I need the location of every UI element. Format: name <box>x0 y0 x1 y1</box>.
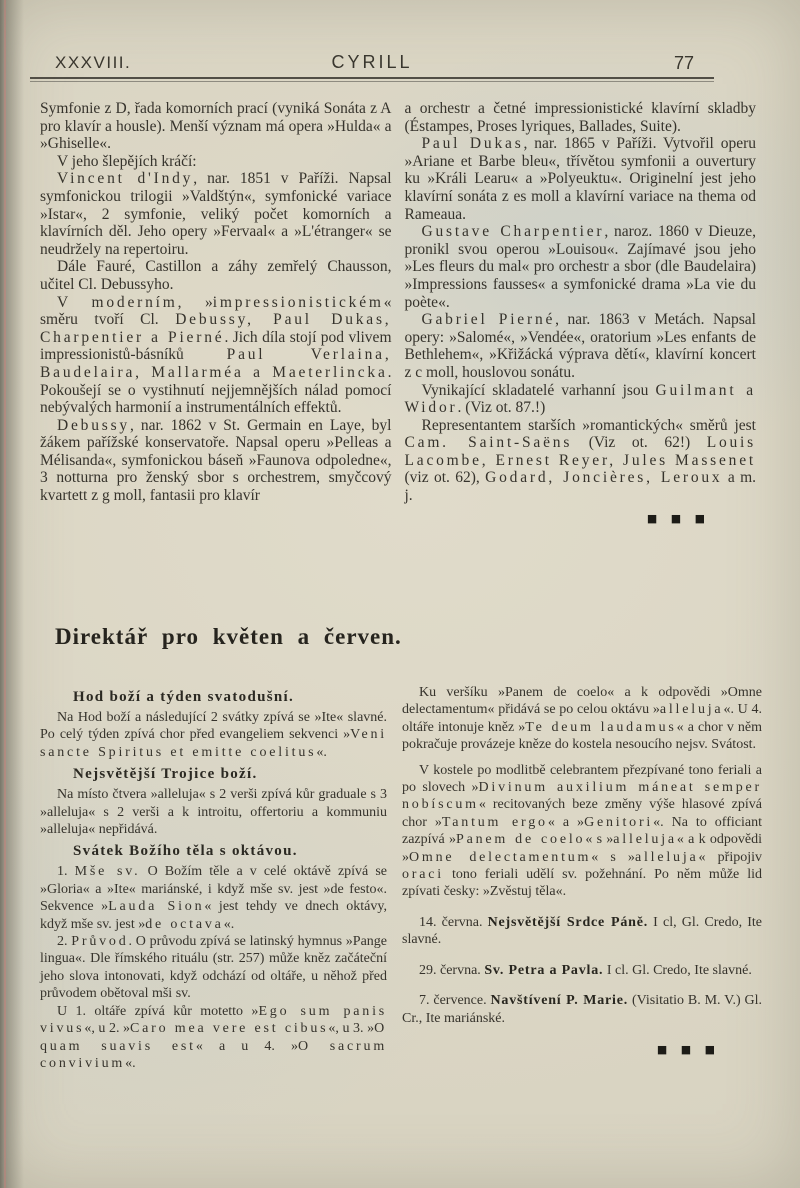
paragraph: Gabriel Pierné, nar. 1863 v Metách. Napsal opery: »Salomé«, »Vendée«, oratorium »Les enfants de Bethlehem«, »Křižácká výprava dětí«, klavírní koncert z c moll, houslovou sonátu. <box>404 311 756 381</box>
paragraph: Gustave Charpentier, naroz. 1860 v Dieuze, pronikl svou operou »Louisou«. Zajímavé jsou jeho »Les fleurs du mal« pro orchestr a sbor (dle Baudelaira) »Impressions fausses« a symfonické drama »La vie du poète«. <box>404 223 757 311</box>
article-end-squares-icon: ■ ■ ■ <box>656 1042 720 1056</box>
paragraph: 14. června. Nejsvětější Srdce Páně. I cl, Gl. Credo, Ite slavné. <box>402 914 762 948</box>
bottom-left-column <box>40 684 387 1072</box>
paragraph: 1. Mše sv. O Božím těle a v celé oktávě zpívá se »Gloria« a »Ite« mariánské, i když mše sv. jest »de festo«. Sekvence »Lauda Sion« jest tehdy ve dnech oktávy, když mše sv. jest »de octava«. <box>40 864 388 932</box>
paragraph: V jeho šlepějích kráčí: <box>57 152 197 170</box>
paragraph: V kostele po modlitbě celebrantem přezpívané tono feriali a po slovech »Divinum auxilium máneat semper nobíscum« recitovaných beze změny výše hlasové zpívá chor »Tantum ergo« a »Genitori«. Na to officiant zazpívá »Panem de coelo« s »alleluja« a k odpovědi »Omne delectamentum« s »alleluja« připojiv oraci tono feriali udělí sv. požehnání. Po něm může lid zpívati česky: »Zvěstuj těla«. <box>402 762 762 900</box>
paragraph: Paul Dukas, nar. 1865 v Paříži. Vytvořil operu »Ariane et Barbe bleu«, třívětou symfonii a ouvertury ku »Králi Learu« a »Polyeuktu«. Originelní jest jeho klavírní sonáta z es moll a klavírní variace na thema od Rameaua. <box>404 135 756 223</box>
paragraph: Ku veršíku »Panem de coelo« a k odpovědi »Omne delectamentum« přidává se po celou oktávu »alleluja«. U 4. oltáře intonuje kněz »Te deum laudamus« a chor v něm pokračuje provázeje kněze do kostela nesoucího nejsv. Svátost. <box>402 685 762 753</box>
paragraph: Vynikající skladatelé varhanní jsou Guilmant a Widor. (Viz ot. 87.!) <box>404 381 756 417</box>
subsection-heading: Hod boží a týden svatodušní. <box>73 689 295 705</box>
paragraph: U 1. oltáře zpívá kůr motetto »Ego sum panis vivus«, u 2. »Caro mea vere est cibus«, u 3. »O quam suavis est« a u 4. »O sacrum convivium«. <box>40 1003 388 1071</box>
section-end-squares-icon: ■ ■ ■ <box>646 511 710 525</box>
subsection-heading: Svátek Božího těla s oktávou. <box>73 843 298 860</box>
paragraph: a orchestr a četné impressionistické klavírní skladby (Éstampes, Proses lyriques, Ballades, Suite). <box>404 100 756 135</box>
paragraph: Vincent d'Indy, nar. 1851 v Paříži. Napsal symfonickou trilogii »Valdštýn«, symfonické variace »Istar«, 2 symfonie, veliký počet komorních a klavírních děl. Jeho opery »Fervaal« a »L'étranger« se neudržely na repertoiru. <box>40 170 392 258</box>
direktar-section <box>40 684 762 1072</box>
bottom-right-column-text <box>402 684 762 1027</box>
paragraph: Na Hod boží a následující 2 svátky zpívá se »Ite« slavné. Po celý týden zpívá chor před evangeliem sekvenci »Veni sancte Spiritus et emitte coelitus«. <box>40 710 387 760</box>
top-left-column <box>40 100 392 525</box>
paragraph: 2. Průvod. O průvodu zpívá se latinský hymnus »Pange lingua«. Dle římského rituálu (str. 257) může kněz začáteční jeho slova intonovati, když odchází od oltáře, u něhož před průvodem obětoval mši sv. <box>40 934 387 1002</box>
paragraph: Dále Fauré, Castillon a záhy zemřelý Chausson, učitel Cl. Debussyho. <box>40 258 392 293</box>
top-right-column <box>405 100 757 525</box>
page-number: 77 <box>673 53 694 73</box>
paragraph: Na místo čtvera »alleluja« s 2 verši zpívá kůr graduale s 3 »alleluja« s 2 verši a k introitu, offertoriu a kommuniu »alleluja« nepřidává. <box>40 787 387 838</box>
paragraph: Debussy, nar. 1862 v St. Germain en Laye, byl žákem pařížské konservatoře. Napsal operu »Pelleas a Mélisanda«, symfonickou báseň »Faunova odpoledne«, 3 notturna pro ženský sbor s orchestrem, smyčcový kvartett z g moll, fantasii pro klavír <box>40 416 392 505</box>
issue-number: XXXVIII. <box>55 53 132 72</box>
paragraph: V moderním, »impressionistickém« směru tvoří Cl. Debussy, Paul Dukas, Charpentier a Pierné. Jich díla stojí pod vlivem impressionistů-básníků Paul Verlaina, Baudelaira, Mallarméa a Maeterlincka. Pokoušejí se o vystihnutí nejjemnějších nálad pomocí nebývalých harmonií a instrumentálních effektů. <box>40 293 392 417</box>
section-title: Direktář pro květen a červen. <box>55 624 402 649</box>
page-header <box>30 50 714 78</box>
paragraph: 7. července. Navštívení P. Marie. (Visitatio B. M. V.) Gl. Cr., Ite mariánské. <box>402 993 762 1026</box>
top-right-column-text <box>405 100 757 505</box>
subsection-heading: Nejsvětější Trojice boží. <box>73 766 258 783</box>
journal-title: CYRILL <box>331 52 413 72</box>
header-double-rule <box>30 77 714 82</box>
paragraph: Symfonie z D, řada komorních prací (vyniká Sonáta z A pro klavír a housle). Menší význam má opera »Hulda« a »Ghiselle«. <box>40 100 392 153</box>
scan-left-edge-line <box>4 0 6 1188</box>
paragraph: Representantem starších »romantických« směrů jest Cam. Saint-Saëns (Viz ot. 62!) Louis Lacombe, Ernest Reyer, Jules Massenet (viz ot. 62), Godard, Joncières, Leroux a m. j. <box>404 416 757 505</box>
paragraph: 29. června. Sv. Petra a Pavla. I cl. Gl. Credo, Ite slavné. <box>419 962 752 978</box>
article-composers-section <box>40 100 756 525</box>
bottom-right-column <box>402 684 762 1072</box>
